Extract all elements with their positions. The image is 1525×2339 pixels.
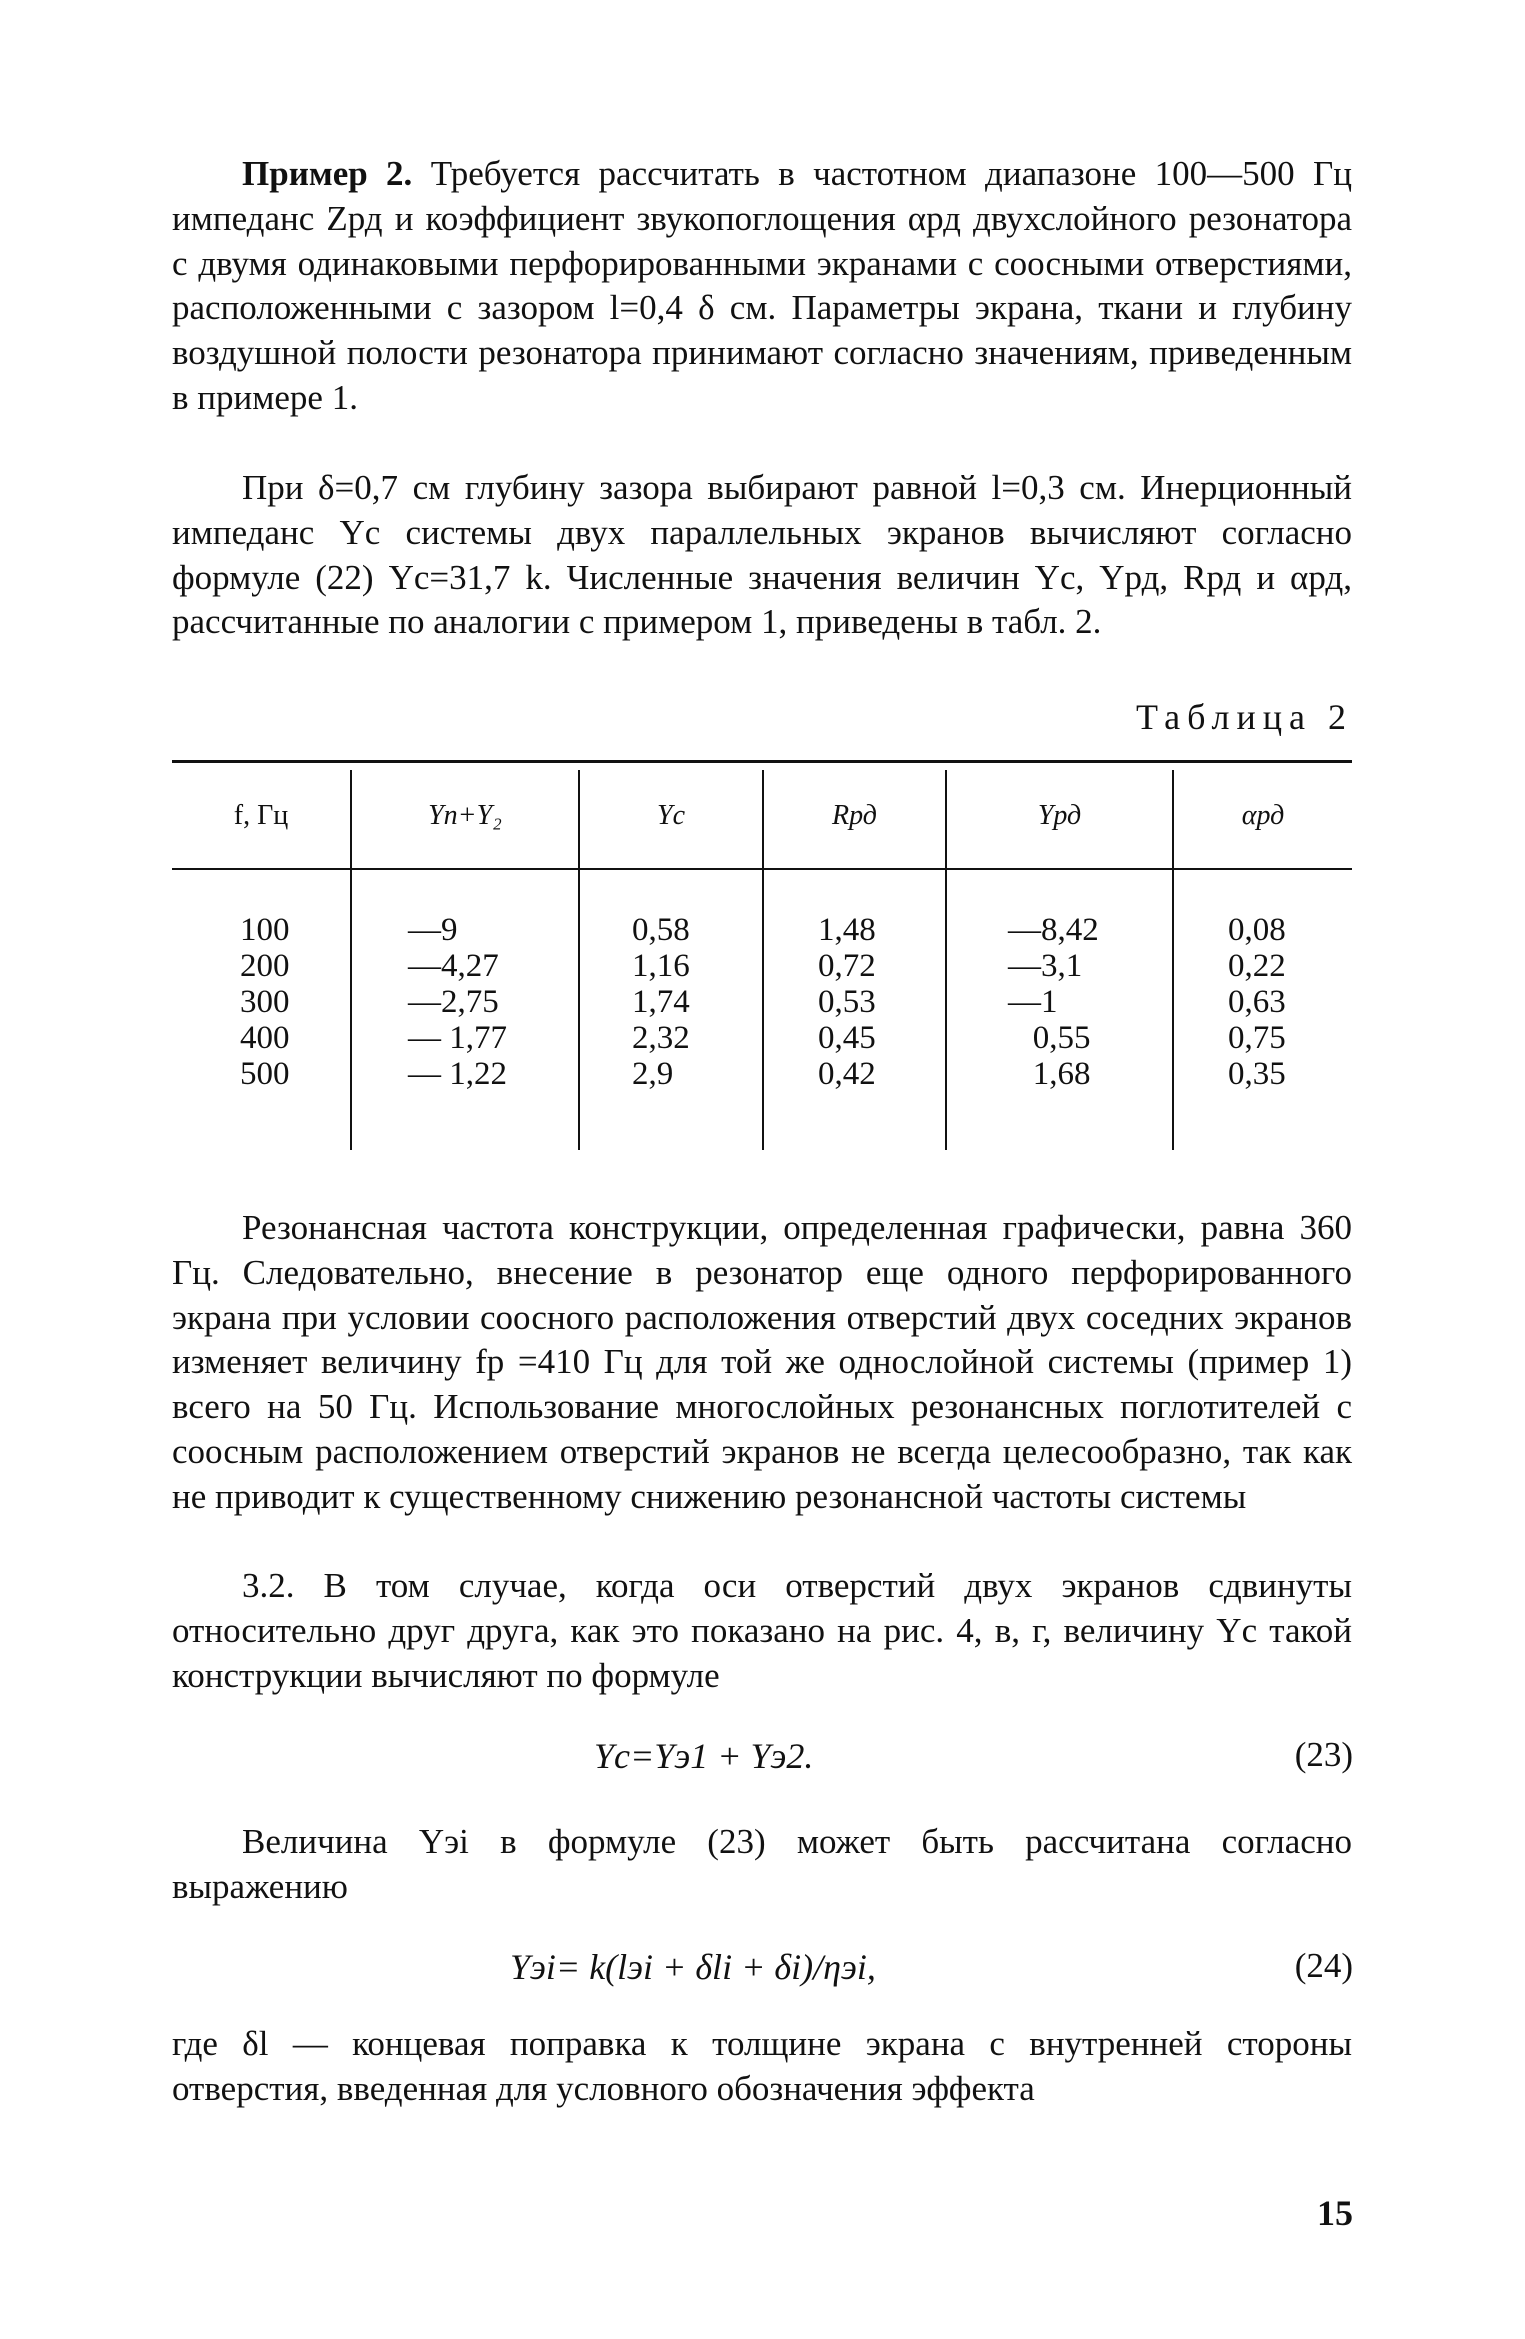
column-rrd: 1,48 0,72 0,53 0,45 0,42: [818, 912, 876, 1092]
column-frequency: 100 200 300 400 500: [240, 912, 290, 1092]
column-yrd: —8,42 —3,1 —1 0,55 1,68: [1008, 912, 1099, 1092]
column-yp-y2: —9 —4,27 —2,75 — 1,77 — 1,22: [408, 912, 507, 1092]
header-yc: Yс: [657, 800, 685, 831]
column-alpha-rd: 0,08 0,22 0,63 0,75 0,35: [1228, 912, 1286, 1092]
column-yc: 0,58 1,16 1,74 2,32 2,9: [632, 912, 690, 1092]
paragraph-section-3-2: 3.2. В том случае, когда оси отверстий двух экранов сдвинуты относительно друг друга, как это показано на рис. 4, в, г, величину Yс такой конструкции вычисляют по формуле: [172, 1566, 1352, 1695]
formula-24: Yэi= k(lэi + δli + δi)/ηэi,: [510, 1947, 876, 1987]
paragraph-inertial-impedance: При δ=0,7 см глубину зазора выбирают равной l=0,3 см. Инерционный импеданс Yс системы двух параллельных экранов вычисляют согласно формуле (22) Yс=31,7 k. Численные значения величин Yс, Yрд, Rрд и αрд, рассчитанные по аналогии с примером 1, приведены в табл. 2.: [172, 468, 1352, 642]
header-yp-y2: Yп+Y₂: [428, 800, 502, 831]
paragraph-resonance: Резонансная частота конструкции, определенная графически, равна 360 Гц. Следовательно, внесение в резонатор еще одного перфорированного экрана при условии соосного расположения отверстий двух соседних экранов изменяет величину fр =410 Гц для той же однослойной системы (пример 1) всего на 50 Гц. Использование многослойных резонансных поглотителей с соосным расположением отверстий экранов не всегда целесообразно, так как не приводит к существенному снижению резонансной частоты системы: [172, 1208, 1352, 1516]
header-rrd: Rрд: [832, 800, 877, 831]
header-frequency: f, Гц: [233, 800, 289, 831]
header-yrd: Yрд: [1037, 800, 1082, 831]
table-caption: Таблица 2: [1136, 697, 1353, 737]
paragraph-end-correction: где δl — концевая поправка к толщине экрана с внутренней стороны отверстия, введенная для условного обозначения эффекта: [172, 2024, 1352, 2108]
header-alpha-rd: αрд: [1241, 800, 1285, 831]
formula-23: Yс=Yэ1 + Yэ2.: [594, 1736, 814, 1776]
paragraph-quantity: Величина Yэi в формуле (23) может быть рассчитана согласно выражению: [172, 1822, 1352, 1906]
table-top-rule: [172, 760, 1352, 763]
page-number: 15: [1317, 2193, 1353, 2233]
example-text: Требуется рассчитать в частотном диапазоне 100—500 Гц импеданс Zрд и коэффициент звукопоглощения αрд двухслойного резонатора с двумя одинаковыми перфорированными экранами с соосными отверстиями, расположенными с зазором l=0,4 δ см. Параметры экрана, ткани и глубину воздушной полости резонатора принимают согласно значениям, приведенным в примере 1.: [172, 154, 1353, 417]
paragraph-example-2: [172, 152, 1352, 421]
formula-23-number: (23): [1294, 1735, 1353, 1774]
formula-24-number: (24): [1294, 1946, 1353, 1985]
example-lead: Пример 2.: [242, 154, 413, 193]
